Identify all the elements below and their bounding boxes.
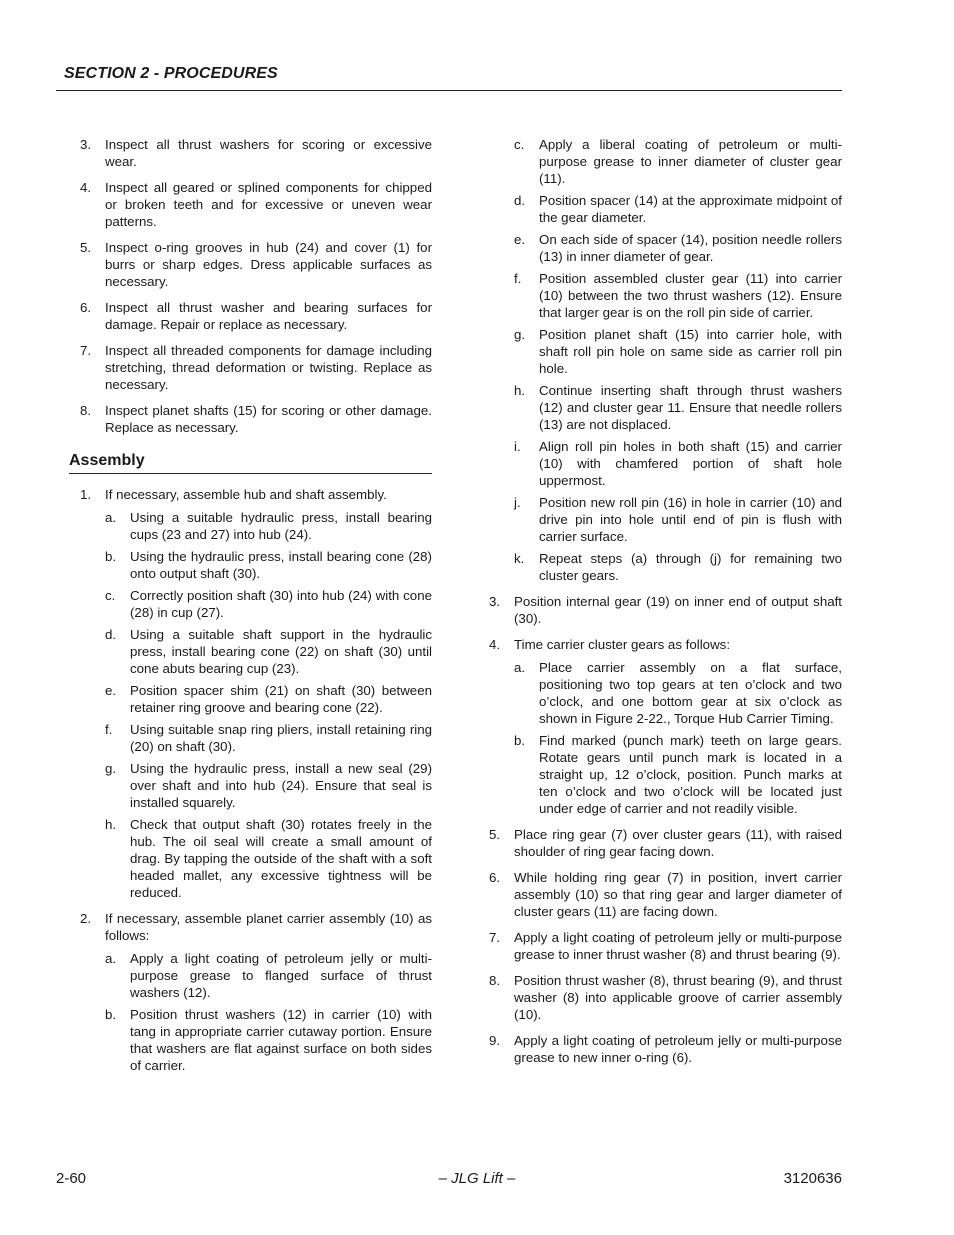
sub-item (514, 494, 842, 545)
sub-text: Apply a light coating of petroleum jelly or multi-purpose grease to flanged surface of thrust washers (12). (130, 951, 432, 1000)
sub-list (514, 136, 842, 584)
sub-text: Check that output shaft (30) rotates freely in the hub. The oil seal will create a small amount of drag. By tapping the outside of the shaft with a soft headed mallet, any excessive tightness will be reduced. (130, 817, 432, 900)
sub-item (514, 550, 842, 584)
list-item (489, 972, 842, 1023)
sub-item (105, 721, 432, 755)
sub-letter: h. (105, 817, 117, 832)
item-number: 3. (80, 137, 92, 152)
list-item (80, 342, 432, 393)
sub-item (105, 760, 432, 811)
item-number: 7. (489, 930, 501, 945)
sub-text: Apply a liberal coating of petroleum or multi-purpose grease to inner diameter of cluster gear (11). (539, 137, 842, 186)
sub-text: Position spacer shim (21) on shaft (30) between retainer ring groove and bearing cone (22). (130, 683, 432, 715)
sub-text: Correctly position shaft (30) into hub (24) with cone (28) in cup (27). (130, 588, 432, 620)
list-item (489, 929, 842, 963)
item-number: 2. (80, 911, 92, 926)
sub-list (105, 509, 432, 901)
section-title: SECTION 2 - PROCEDURES (64, 65, 278, 82)
sub-letter: d. (105, 627, 117, 642)
sub-letter: f. (105, 722, 113, 737)
sub-text: Using a suitable hydraulic press, install bearing cups (23 and 27) into hub (24). (130, 510, 432, 542)
item-text: Position internal gear (19) on inner end of output shaft (30). (514, 594, 842, 626)
sub-text: Continue inserting shaft through thrust washers (12) and cluster gear 11. Ensure that needle rollers (13) are not displaced. (539, 383, 842, 432)
sub-text: Position thrust washers (12) in carrier (10) with tang in appropriate carrier cutaway portion. Ensure that washers are flat against surface on both sides of carrier. (130, 1007, 432, 1073)
list-item (80, 239, 432, 290)
item-number: 1. (80, 487, 92, 502)
item-number: 6. (80, 300, 92, 315)
document-number: 3120636 (783, 1170, 842, 1187)
item-text: Inspect planet shafts (15) for scoring or other damage. Replace as necessary. (105, 403, 432, 435)
sub-letter: b. (105, 1007, 117, 1022)
item-text: Inspect o-ring grooves in hub (24) and cover (1) for burrs or sharp edges. Dress applicable surfaces as necessary. (105, 240, 432, 289)
sub-letter: a. (514, 660, 526, 675)
item-text: Place ring gear (7) over cluster gears (11), with raised shoulder of ring gear facing down. (514, 827, 842, 859)
sub-letter: e. (105, 683, 117, 698)
sub-text: Position new roll pin (16) in hole in carrier (10) and drive pin into hole until end of pin is flush with carrier surface. (539, 495, 842, 544)
sub-item (105, 1006, 432, 1074)
sub-text: Align roll pin holes in both shaft (15) and carrier (10) with chamfered portion of shaft hole uppermost. (539, 439, 842, 488)
sub-letter: k. (514, 551, 525, 566)
list-item (80, 299, 432, 333)
sub-item (514, 382, 842, 433)
item-number: 6. (489, 870, 501, 885)
sub-item (514, 192, 842, 226)
item-text: Inspect all thrust washers for scoring or excessive wear. (105, 137, 432, 169)
footer-brand: – JLG Lift – (438, 1170, 516, 1187)
sub-item (105, 682, 432, 716)
sub-text: Position spacer (14) at the approximate midpoint of the gear diameter. (539, 193, 842, 225)
list-item (80, 486, 432, 503)
sub-item (514, 326, 842, 377)
section-header (56, 64, 842, 91)
list-item (489, 826, 842, 860)
sub-letter: i. (514, 439, 521, 454)
list-item (80, 179, 432, 230)
sub-letter: g. (105, 761, 117, 776)
sub-text: Position planet shaft (15) into carrier hole, with shaft roll pin hole on same side as carrier roll pin hole. (539, 327, 842, 376)
sub-item (514, 438, 842, 489)
assembly-heading-rule (69, 451, 432, 474)
item-text: Inspect all geared or splined components for chipped or broken teeth and for excessive or uneven wear patterns. (105, 180, 432, 229)
sub-letter: f. (514, 271, 522, 286)
list-item (489, 593, 842, 627)
sub-letter: c. (105, 588, 116, 603)
right-column (489, 136, 842, 1075)
item-number: 5. (80, 240, 92, 255)
sub-letter: j. (514, 495, 521, 510)
sub-letter: c. (514, 137, 525, 152)
sub-text: Using suitable snap ring pliers, install retaining ring (20) on shaft (30). (130, 722, 432, 754)
item-text: Time carrier cluster gears as follows: (514, 637, 731, 652)
list-item (489, 869, 842, 920)
sub-letter: e. (514, 232, 526, 247)
list-item (80, 402, 432, 436)
list-item (489, 636, 842, 653)
sub-text: Using a suitable shaft support in the hydraulic press, install bearing cone (22) on shaft (30) until cone abuts bearing cup (23). (130, 627, 432, 676)
item-number: 4. (489, 637, 501, 652)
list-item (80, 910, 432, 944)
sub-item (105, 587, 432, 621)
sub-item (105, 816, 432, 901)
sub-item (105, 950, 432, 1001)
item-number: 4. (80, 180, 92, 195)
item-text: If necessary, assemble hub and shaft assembly. (105, 487, 387, 502)
item-text: Inspect all threaded components for damage including stretching, thread deformation or twisting. Replace as necessary. (105, 343, 432, 392)
sub-letter: d. (514, 193, 526, 208)
assembly-heading: Assembly (69, 452, 145, 469)
item-number: 8. (489, 973, 501, 988)
item-number: 7. (80, 343, 92, 358)
sub-text: Place carrier assembly on a flat surface, positioning two top gears at ten o’clock and two o’clock, and one bottom gear at six o’clock as shown in Figure 2-22., Torque Hub Carrier Timing. (539, 660, 842, 726)
page-number: 2-60 (56, 1170, 87, 1187)
sub-letter: g. (514, 327, 526, 342)
sub-item (105, 509, 432, 543)
sub-text: Repeat steps (a) through (j) for remaining two cluster gears. (539, 551, 842, 583)
item-text: Apply a light coating of petroleum jelly or multi-purpose grease to inner thrust washer (8) and thrust bearing (9). (514, 930, 842, 962)
sub-text: On each side of spacer (14), position needle rollers (13) in inner diameter of gear. (539, 232, 842, 264)
sub-item (514, 136, 842, 187)
sub-list (105, 950, 432, 1074)
item-number: 5. (489, 827, 501, 842)
sub-letter: b. (514, 733, 526, 748)
list-item (80, 136, 432, 170)
sub-text: Position assembled cluster gear (11) into carrier (10) between the two thrust washers (12). Ensure that larger gear is on the roll pin side of carrier. (539, 271, 842, 320)
sub-item (514, 732, 842, 817)
sub-letter: h. (514, 383, 526, 398)
item-text: While holding ring gear (7) in position, invert carrier assembly (10) so that ring gear and larger diameter of cluster gears (11) are facing down. (514, 870, 842, 919)
sub-text: Using the hydraulic press, install a new seal (29) over shaft and into hub (24). Ensure that seal is installed squarely. (130, 761, 432, 810)
sub-item (105, 548, 432, 582)
sub-text: Find marked (punch mark) teeth on large gears. Rotate gears until punch mark is located in a straight up, 12 o’clock, position. Punch marks at ten o’clock and two o’clock will be located just under edge of carrier and not readily visible. (539, 733, 842, 816)
sub-text: Using the hydraulic press, install bearing cone (28) onto output shaft (30). (130, 549, 432, 581)
sub-item (514, 659, 842, 727)
sub-letter: b. (105, 549, 117, 564)
sub-item (514, 270, 842, 321)
item-text: Position thrust washer (8), thrust bearing (9), and thrust washer (8) into applicable groove of carrier assembly (10). (514, 973, 842, 1022)
sub-item (105, 626, 432, 677)
item-number: 8. (80, 403, 92, 418)
left-column (69, 136, 432, 1083)
sub-list (514, 659, 842, 817)
item-number: 3. (489, 594, 501, 609)
sub-letter: a. (105, 951, 117, 966)
item-text: Apply a light coating of petroleum jelly or multi-purpose grease to new inner o-ring (6). (514, 1033, 842, 1065)
item-number: 9. (489, 1033, 501, 1048)
sub-letter: a. (105, 510, 117, 525)
item-text: Inspect all thrust washer and bearing surfaces for damage. Repair or replace as necessary. (105, 300, 432, 332)
sub-item (514, 231, 842, 265)
list-item (489, 1032, 842, 1066)
item-text: If necessary, assemble planet carrier assembly (10) as follows: (105, 911, 432, 943)
